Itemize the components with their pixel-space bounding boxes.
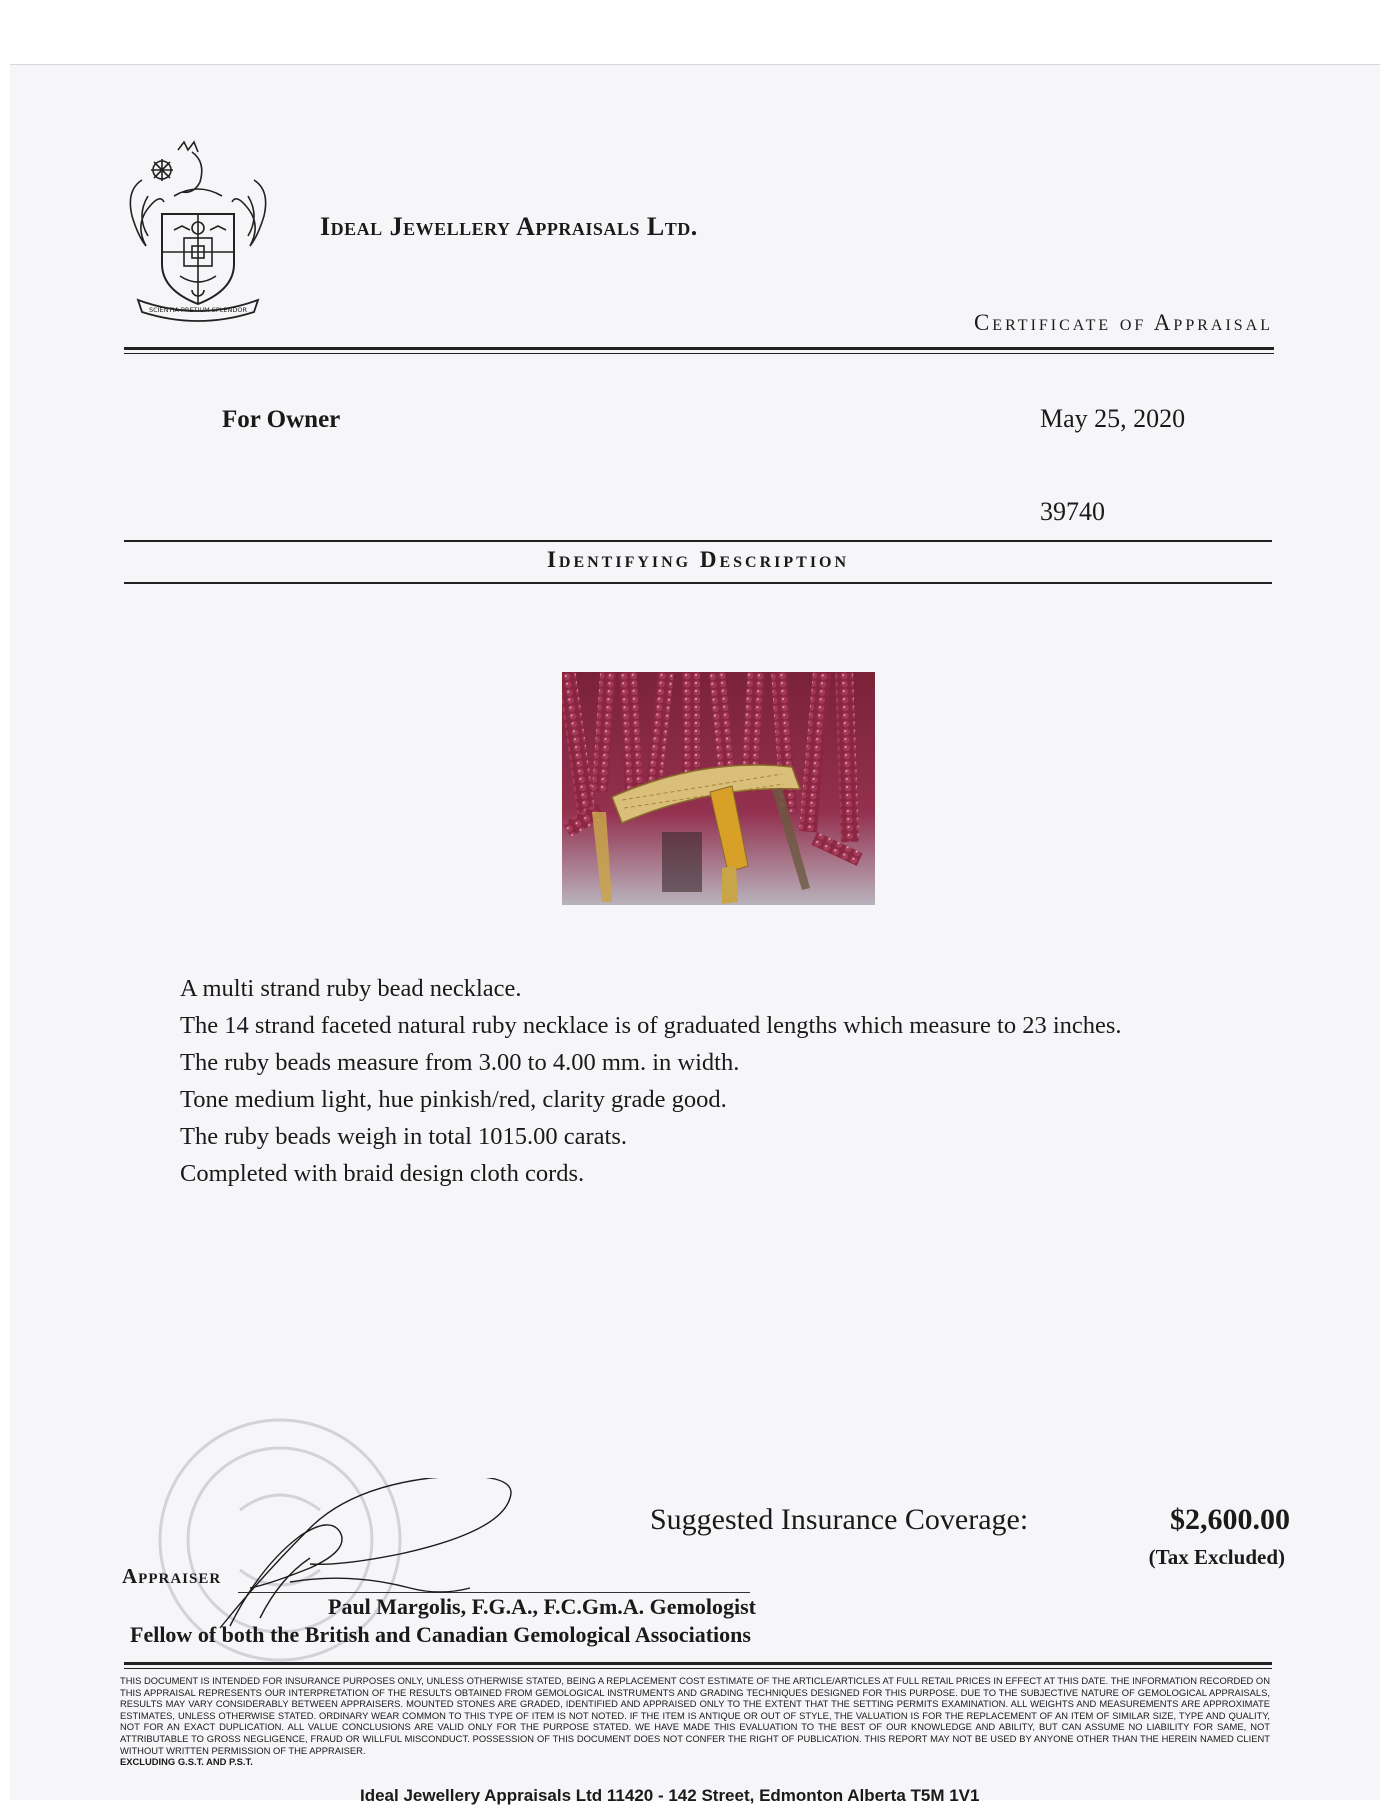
appraisal-date: May 25, 2020 [1040, 404, 1186, 433]
insurance-value: $2,600.00 [1170, 1503, 1290, 1536]
certificate-title: Certificate of Appraisal [973, 310, 1273, 335]
description-line: Completed with braid design cloth cords. [180, 1160, 585, 1187]
footer-rule-thin [124, 1668, 1272, 1669]
appraiser-fellowship: Fellow of both the British and Canadian Gemological Associations [130, 1622, 751, 1647]
insurance-label: Suggested Insurance Coverage: [650, 1503, 1029, 1536]
section-title: Identifying Description [546, 547, 850, 572]
crest-motto: SCIENTIA PRETIUM SPLENDOR [148, 306, 248, 314]
section-rule-bottom [124, 582, 1272, 584]
footer-address: Ideal Jewellery Appraisals Ltd 11420 - 142 Street, Edmonton Alberta T5M 1V1 [360, 1786, 980, 1805]
footer-rule-thick [124, 1662, 1272, 1665]
section-rule-top [124, 540, 1272, 542]
appraiser-label: Appraiser [122, 1564, 222, 1588]
coat-of-arms-icon [122, 140, 274, 322]
appraiser-name: Paul Margolis, F.G.A., F.C.Gm.A. Gemologist [328, 1594, 756, 1619]
tax-note: (Tax Excluded) [1148, 1545, 1285, 1569]
header-rule-thick [124, 347, 1274, 350]
description-line: The 14 strand faceted natural ruby necklace is of graduated lengths which measure to 23 inches. [180, 1012, 1122, 1039]
ruby-necklace-photo [562, 672, 875, 905]
owner-label: For Owner [222, 406, 341, 433]
header-rule-thin [124, 353, 1274, 354]
description-line: The ruby beads weigh in total 1015.00 carats. [180, 1123, 628, 1150]
disclaimer-text: THIS DOCUMENT IS INTENDED FOR INSURANCE PURPOSES ONLY, UNLESS OTHERWISE STATED, BEING A REPLACEMENT COST ESTIMATE OF THE ARTICLE/ARTICLES AT FULL RETAIL PRICES IN EFFECT AT THIS DATE. THE INFORMATION RECORDED ON THIS APPRAISAL REPRESENTS OUR INTERPRETATION OF THE RESULTS OBTAINED FROM GEMOLOGICAL INSTRUMENTS AND GRADING TECHNIQUES DESIGNED FOR THIS PURPOSE. DUE TO THE SUBJECTIVE NATURE OF GEMOLOGICAL APPRAISALS, RESULTS MAY VARY CONSIDERABLY BETWEEN APPRAISERS. MOUNTED STONES ARE GRADED, IDENTIFIED AND APPRAISED ONLY TO THE EXTENT THAT THE SETTING PERMITS EXAMINATION. ALL WEIGHTS AND MEASUREMENTS ARE APPROXIMATE ESTIMATES, UNLESS OTHERWISE STATED. ORDINARY WEAR COMMON TO THIS TYPE OF ITEM IS NOT NOTED. IF THE ITEM IS ANTIQUE OR OUT OF STYLE, THE VALUATION IS FOR THE REPLACEMENT OF AN ITEM OF SIMILAR SIZE, TYPE AND QUALITY, NOT FOR AN EXACT DUPLICATION. ALL VALUE CONCLUSIONS ARE VALID ONLY FOR THE PURPOSE STATED. WE HAVE MADE THIS EVALUATION TO THE BEST OF OUR KNOWLEDGE AND ABILITY, BUT CAN ASSUME NO LIABILITY FOR SAME, NOT ATTRIBUTABLE TO GROSS NEGLIGENCE, FRAUD OR WILLFUL MISCONDUCT. POSSESSION OF THIS DOCUMENT DOES NOT CONFER THE RIGHT OF PUBLICATION. THIS REPORT MAY NOT BE USED BY ANYONE OTHER THAN THE HEREIN NAMED CLIENT WITHOUT WRITTEN PERMISSION OF THE APPRAISER. EXCLUDING G.S.T. AND P.S.T. [120, 1675, 1270, 1768]
description-line: A multi strand ruby bead necklace. [180, 975, 522, 1002]
reference-number: 39740 [1040, 497, 1105, 526]
description-line: Tone medium light, hue pinkish/red, clarity grade good. [180, 1086, 727, 1113]
item-description [180, 970, 1122, 1192]
tax-exclusion-inline: EXCLUDING G.S.T. AND P.S.T. [120, 1756, 253, 1768]
description-line: The ruby beads measure from 3.00 to 4.00 mm. in width. [180, 1049, 740, 1076]
company-name: Ideal Jewellery Appraisals Ltd. [320, 212, 698, 241]
